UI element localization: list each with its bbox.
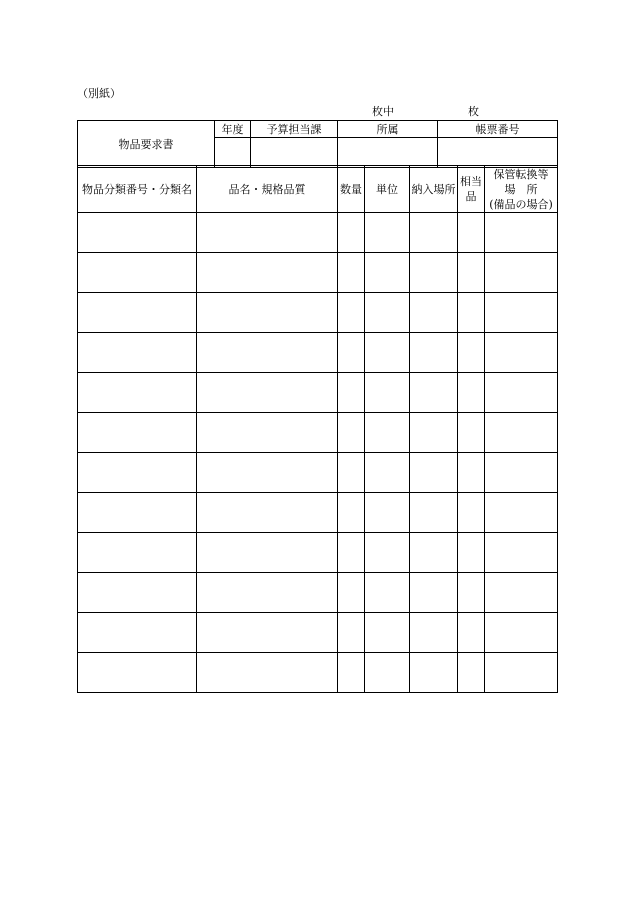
cell-unit[interactable] — [365, 493, 410, 533]
col-category: 物品分類番号・分類名 — [78, 166, 197, 213]
cell-storage[interactable] — [485, 373, 558, 413]
col-storage — [485, 166, 558, 213]
cell-delivery[interactable] — [410, 293, 458, 333]
cell-category[interactable] — [78, 293, 197, 333]
cell-unit[interactable] — [365, 653, 410, 693]
cell-delivery[interactable] — [410, 613, 458, 653]
cell-equivalent[interactable] — [458, 453, 485, 493]
year-label: 年度 — [215, 121, 251, 138]
cell-category[interactable] — [78, 653, 197, 693]
cell-quantity[interactable] — [338, 653, 365, 693]
cell-storage[interactable] — [485, 533, 558, 573]
table-row — [78, 453, 558, 493]
col-equivalent-line2: 品 — [465, 190, 477, 203]
cell-storage[interactable] — [485, 253, 558, 293]
cell-unit[interactable] — [365, 293, 410, 333]
cell-category[interactable] — [78, 613, 197, 653]
cell-quantity[interactable] — [338, 573, 365, 613]
col-storage-line1: 保管転換等 — [493, 167, 549, 181]
cell-category[interactable] — [78, 453, 197, 493]
cell-equivalent[interactable] — [458, 373, 485, 413]
cell-delivery[interactable] — [410, 333, 458, 373]
cell-delivery[interactable] — [410, 373, 458, 413]
col-delivery: 納入場所 — [410, 166, 458, 213]
col-quantity: 数量 — [338, 166, 365, 213]
cell-item-name[interactable] — [197, 413, 338, 453]
cell-delivery[interactable] — [410, 493, 458, 533]
cell-delivery[interactable] — [410, 533, 458, 573]
cell-storage[interactable] — [485, 653, 558, 693]
cell-storage[interactable] — [485, 293, 558, 333]
cell-unit[interactable] — [365, 573, 410, 613]
cell-delivery[interactable] — [410, 453, 458, 493]
ledger-number-field[interactable] — [438, 138, 558, 168]
table-row — [78, 493, 558, 533]
cell-quantity[interactable] — [338, 613, 365, 653]
attachment-label: （別紙） — [77, 87, 121, 100]
cell-equivalent[interactable] — [458, 653, 485, 693]
items-table — [77, 165, 558, 693]
table-row — [78, 533, 558, 573]
cell-storage[interactable] — [485, 493, 558, 533]
cell-category[interactable] — [78, 413, 197, 453]
cell-equivalent[interactable] — [458, 493, 485, 533]
cell-unit[interactable] — [365, 333, 410, 373]
cell-storage[interactable] — [485, 453, 558, 493]
sheet-counter — [372, 103, 562, 117]
table-row — [78, 413, 558, 453]
cell-unit[interactable] — [365, 613, 410, 653]
cell-unit[interactable] — [365, 373, 410, 413]
cell-quantity[interactable] — [338, 333, 365, 373]
table-row — [78, 293, 558, 333]
table-row — [78, 573, 558, 613]
cell-equivalent[interactable] — [458, 413, 485, 453]
cell-equivalent[interactable] — [458, 573, 485, 613]
budget-section-label: 予算担当課 — [251, 121, 338, 138]
col-storage-line2: 場 所 — [504, 182, 538, 196]
cell-quantity[interactable] — [338, 533, 365, 573]
cell-quantity[interactable] — [338, 293, 365, 333]
cell-delivery[interactable] — [410, 413, 458, 453]
ledger-number-label: 帳票番号 — [438, 121, 558, 138]
cell-delivery[interactable] — [410, 573, 458, 613]
cell-equivalent[interactable] — [458, 333, 485, 373]
affiliation-field[interactable] — [338, 138, 438, 168]
cell-item-name[interactable] — [197, 333, 338, 373]
sheet-label: 枚 — [468, 105, 479, 118]
cell-equivalent[interactable] — [458, 213, 485, 253]
cell-item-name[interactable] — [197, 533, 338, 573]
cell-quantity[interactable] — [338, 253, 365, 293]
cell-quantity[interactable] — [338, 373, 365, 413]
cell-delivery[interactable] — [410, 653, 458, 693]
cell-item-name[interactable] — [197, 253, 338, 293]
cell-unit[interactable] — [365, 453, 410, 493]
col-unit: 単位 — [365, 166, 410, 213]
cell-quantity[interactable] — [338, 493, 365, 533]
cell-category[interactable] — [78, 493, 197, 533]
form-title: 物品要求書 — [78, 121, 215, 168]
table-header-row — [78, 166, 558, 213]
affiliation-label: 所属 — [338, 121, 438, 138]
cell-storage[interactable] — [485, 573, 558, 613]
col-equivalent-line1: 相当 — [460, 175, 482, 188]
cell-item-name[interactable] — [197, 213, 338, 253]
table-row — [78, 253, 558, 293]
cell-item-name[interactable] — [197, 293, 338, 333]
cell-item-name[interactable] — [197, 373, 338, 413]
cell-quantity[interactable] — [338, 453, 365, 493]
table-row — [78, 333, 558, 373]
cell-unit[interactable] — [365, 213, 410, 253]
cell-equivalent[interactable] — [458, 613, 485, 653]
cell-quantity[interactable] — [338, 213, 365, 253]
cell-delivery[interactable] — [410, 213, 458, 253]
cell-category[interactable] — [78, 213, 197, 253]
table-row — [78, 653, 558, 693]
cell-category[interactable] — [78, 333, 197, 373]
sheets-of-label: 枚中 — [372, 105, 394, 118]
cell-category[interactable] — [78, 373, 197, 413]
cell-item-name[interactable] — [197, 613, 338, 653]
cell-item-name[interactable] — [197, 453, 338, 493]
col-equivalent — [458, 166, 485, 213]
cell-equivalent[interactable] — [458, 533, 485, 573]
col-storage-line3: (備品の場合) — [489, 197, 553, 211]
budget-section-field[interactable] — [251, 138, 338, 168]
col-item-name: 品名・規格品質 — [197, 166, 338, 213]
cell-unit[interactable] — [365, 533, 410, 573]
cell-unit[interactable] — [365, 413, 410, 453]
cell-equivalent[interactable] — [458, 253, 485, 293]
cell-category[interactable] — [78, 533, 197, 573]
cell-item-name[interactable] — [197, 573, 338, 613]
table-row — [78, 373, 558, 413]
request-header-table — [77, 120, 558, 168]
cell-quantity[interactable] — [338, 413, 365, 453]
cell-delivery[interactable] — [410, 253, 458, 293]
table-row — [78, 213, 558, 253]
cell-storage[interactable] — [485, 613, 558, 653]
cell-category[interactable] — [78, 253, 197, 293]
cell-storage[interactable] — [485, 213, 558, 253]
cell-item-name[interactable] — [197, 653, 338, 693]
table-row — [78, 613, 558, 653]
cell-category[interactable] — [78, 573, 197, 613]
cell-item-name[interactable] — [197, 493, 338, 533]
cell-unit[interactable] — [365, 253, 410, 293]
cell-storage[interactable] — [485, 333, 558, 373]
cell-equivalent[interactable] — [458, 293, 485, 333]
year-field[interactable] — [215, 138, 251, 168]
cell-storage[interactable] — [485, 413, 558, 453]
